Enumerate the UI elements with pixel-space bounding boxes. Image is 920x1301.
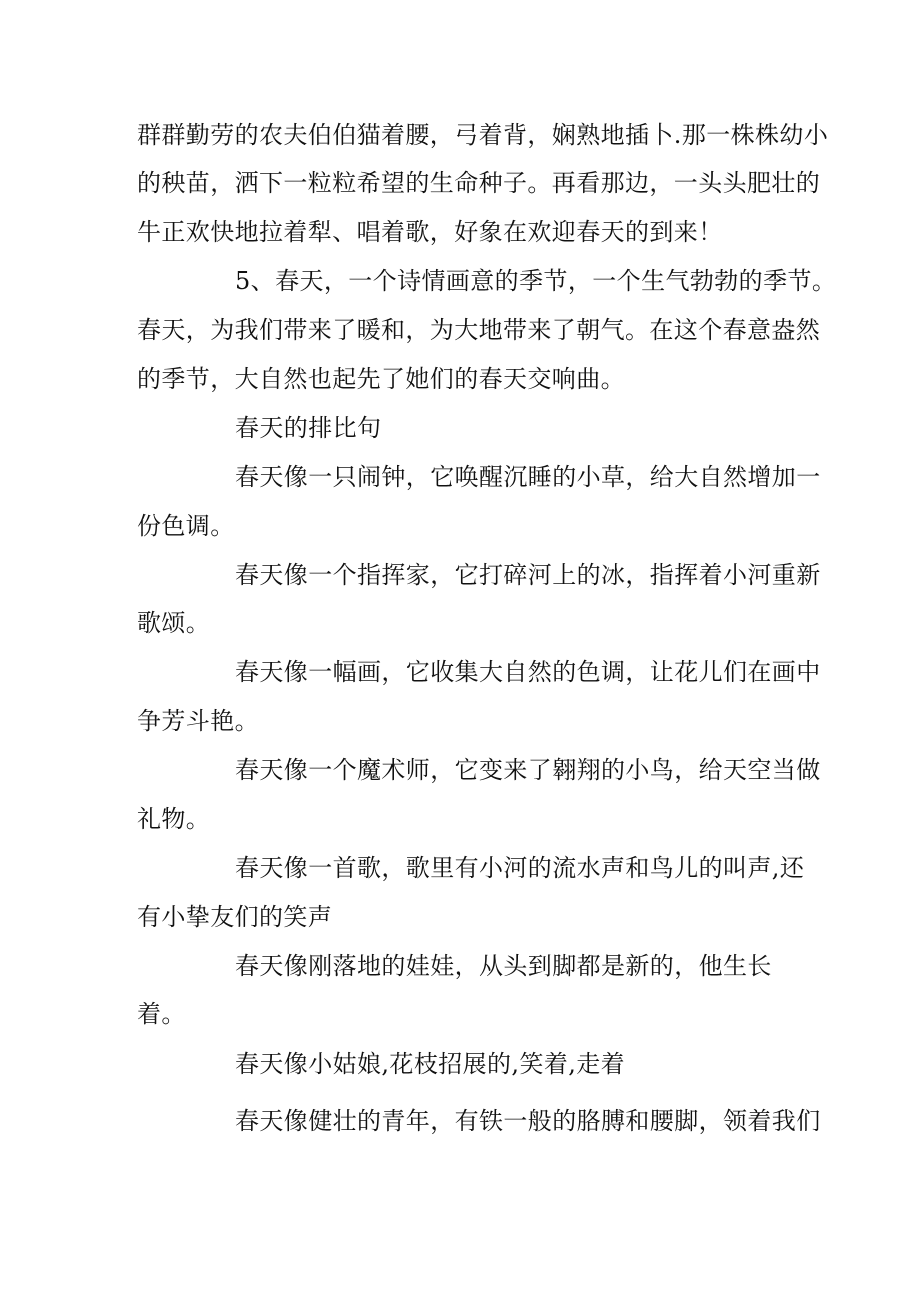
- text-line: 春天像小姑娘,花枝招展的,笑着,走着: [235, 1050, 626, 1078]
- text-line: 着。: [137, 1000, 186, 1028]
- text-line: 礼物。: [137, 805, 211, 833]
- text-line: 春天像一首歌，歌里有小河的流水声和鸟儿的叫声,还: [235, 854, 805, 882]
- text-line: 的季节，大自然也起先了她们的春天交响曲。: [137, 365, 625, 393]
- text-line: 有小挚友们的笑声: [137, 903, 333, 931]
- text-line: 春天像一幅画，它收集大自然的色调，让花儿们在画中: [235, 658, 821, 686]
- text-line: 春天像一个指挥家，它打碎河上的冰，指挥着小河重新: [235, 561, 821, 589]
- text-line: 群群勤劳的农夫伯伯猫着腰，弓着背，娴熟地插卜.那一株株幼小: [137, 121, 829, 149]
- text-line: 牛正欢快地拉着犁、唱着歌，好象在欢迎春天的到来！: [137, 218, 723, 246]
- text-line: 争芳斗艳。: [137, 707, 259, 735]
- section-heading: 春天的排比句: [235, 414, 382, 442]
- text-line: 春天像刚落地的娃娃，从头到脚都是新的，他生长: [235, 952, 772, 980]
- text-line: 春天像健壮的青年，有铁一般的胳膊和腰脚，领着我们: [235, 1107, 821, 1135]
- text-line: 歌颂。: [137, 609, 211, 637]
- text-line: 5、春天，一个诗情画意的季节，一个生气勃勃的季节。: [235, 267, 837, 295]
- text-line: 春天，为我们带来了暖和，为大地带来了朝气。在这个春意盎然: [137, 316, 821, 344]
- text-line: 春天像一个魔术师，它变来了翱翔的小鸟，给天空当做: [235, 756, 821, 784]
- text-line: 份色调。: [137, 512, 235, 540]
- text-line: 的秧苗，洒下一粒粒希望的生命种子。再看那边，一头头肥壮的: [137, 169, 821, 197]
- text-line: 春天像一只闹钟，它唤醒沉睡的小草，给大自然增加一: [235, 463, 821, 491]
